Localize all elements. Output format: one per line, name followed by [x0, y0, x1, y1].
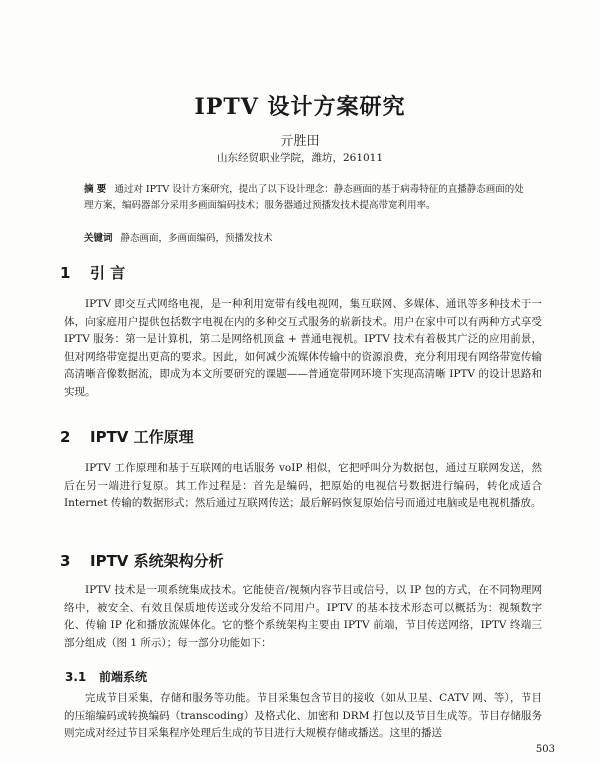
- section-3-heading: [60, 550, 224, 571]
- page-number: 503: [535, 744, 555, 755]
- section-1-heading: [60, 262, 125, 283]
- abstract-label: 摘 要: [84, 184, 107, 195]
- section-number: 2: [60, 428, 71, 446]
- keywords: [84, 230, 524, 244]
- keywords-label: 关键词: [84, 233, 113, 244]
- section-3-paragraph: IPTV 技术是一项系统集成技术。它能使音/视频内容节目或信号，以 IP 包的方式，在不同物理网络中，被安全、有效且保质地传送或分发给不同用户。IPTV 的基本技术形态可以概括为：视频数字化、传输 IP 化和播放流媒体化。它的整个系统架构主要由 IPTV 前端，节目传送网络，IPTV 终端三部分组成（图 1 所示）；每一部分功能如下：: [64, 584, 542, 649]
- subsection-3-1-paragraph: 完成节目采集，存储和服务等功能。节目采集包含节目的接收（如从卫星、CATV 网、等），节目的压缩编码或转换编码（transcoding）及格式化、加密和 DRM 打包以及节目生成等。节目存储服务则完成对经过节目采集程序处理后生成的节目进行大规模存储或播送。这里的播送: [64, 692, 542, 739]
- paper-title: IPTV 设计方案研究: [194, 94, 406, 120]
- section-number: 3: [60, 552, 71, 570]
- keywords-text: 静态画面，多画面编码，预播发技术: [120, 233, 273, 244]
- section-title: 引 言: [90, 264, 126, 282]
- section-number: 1: [60, 264, 71, 282]
- section-2-heading: [60, 426, 194, 447]
- section-title: IPTV 系统架构分析: [90, 552, 224, 570]
- author-name: 亓胜田: [280, 134, 320, 149]
- section-title: IPTV 工作原理: [90, 428, 194, 446]
- subsection-title: 前端系统: [99, 670, 148, 684]
- author-affiliation: 山东经贸职业学院，潍坊，261011: [216, 152, 384, 164]
- abstract-text: 通过对 IPTV 设计方案研究，提出了以下设计理念：静态画面的基于病毒特征的直播静态画面的处理方案，编码器部分采用多画面编码技术；服务器通过预播发技术提高带宽利用率。: [84, 184, 524, 211]
- subsection-3-1-heading: [65, 668, 147, 685]
- subsection-number: 3.1: [65, 670, 87, 684]
- section-2-paragraph: IPTV 工作原理和基于互联网的电话服务 voIP 相似，它把呼叫分为数据包，通过互联网发送，然后在另一端进行复原。其工作过程是：首先是编码，把原始的电视信号数据进行编码，转化成适合 Internet 传输的数据形式；然后通过互联网传送；最后解码恢复原始信号而通过电脑或是电视机播放。: [64, 462, 542, 509]
- abstract: [84, 182, 524, 214]
- section-1-paragraph: IPTV 即交互式网络电视，是一种利用宽带有线电视网，集互联网、多媒体、通讯等多种技术于一体，向家庭用户提供包括数字电视在内的多种交互式服务的崭新技术。用户在家中可以有两种方式享受 IPTV 服务：第一是计算机，第二是网络机顶盒 + 普通电视机。IPTV 技术有着极其广泛的应用前景，但对网络带宽提出更高的要求。因此，如何减少流媒体传输中的资源浪费，充分利用现有网络带宽传输高清晰音像数据流，即成为本文所要研究的课题——普通宽带网环境下实现高清晰 IPTV 的设计思路和实现。: [64, 298, 542, 398]
